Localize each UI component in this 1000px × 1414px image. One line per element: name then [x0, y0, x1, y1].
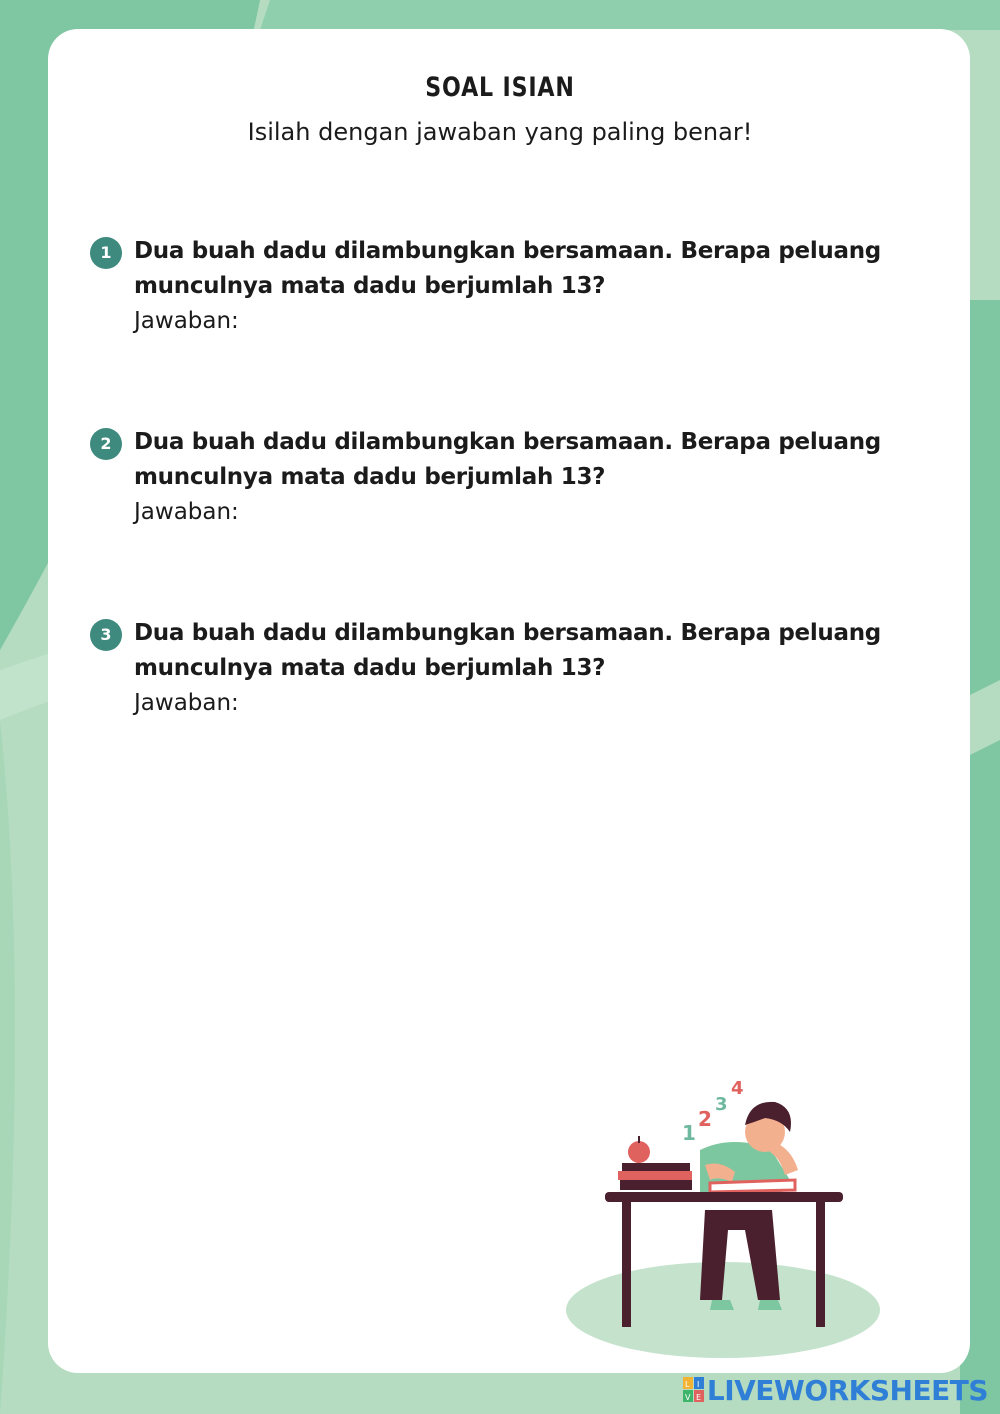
- floating-number-3: 3: [715, 1094, 728, 1115]
- book-stack: [622, 1163, 690, 1171]
- floating-number-4: 4: [731, 1078, 744, 1099]
- floating-number-2: 2: [698, 1107, 712, 1131]
- liveworksheets-logo-icon: [683, 1377, 705, 1403]
- question-number-badge: 3: [90, 619, 122, 651]
- worksheet-title: SOAL ISIAN: [425, 72, 575, 103]
- student-studying-illustration: [560, 1070, 890, 1360]
- question-text: Dua buah dadu dilambungkan bersamaan. Berapa peluang munculnya mata dadu berjumlah 13?: [134, 429, 881, 490]
- logo-letter-v: V: [684, 1393, 691, 1402]
- desk-leg-right: [816, 1202, 825, 1327]
- answer-label[interactable]: Jawaban:: [134, 499, 239, 525]
- liveworksheets-footer[interactable]: [683, 1372, 988, 1408]
- question-number-badge: 1: [90, 237, 122, 269]
- worksheet-subtitle: Isilah dengan jawaban yang paling benar!: [247, 118, 753, 146]
- desk-leg-left: [622, 1202, 631, 1327]
- logo-letter-e: E: [695, 1393, 701, 1402]
- floating-number-1: 1: [682, 1121, 696, 1145]
- desk-top: [605, 1192, 843, 1202]
- question-text: Dua buah dadu dilambungkan bersamaan. Berapa peluang munculnya mata dadu berjumlah 13?: [134, 238, 881, 299]
- liveworksheets-brand-text[interactable]: LIVEWORKSHEETS: [706, 1373, 988, 1407]
- logo-letter-i: I: [696, 1380, 700, 1389]
- answer-label[interactable]: Jawaban:: [134, 308, 239, 334]
- logo-letter-l: L: [684, 1380, 690, 1389]
- apple: [628, 1141, 650, 1163]
- question-number-badge: 2: [90, 428, 122, 460]
- answer-label[interactable]: Jawaban:: [134, 690, 239, 716]
- question-text: Dua buah dadu dilambungkan bersamaan. Berapa peluang munculnya mata dadu berjumlah 13?: [134, 620, 881, 681]
